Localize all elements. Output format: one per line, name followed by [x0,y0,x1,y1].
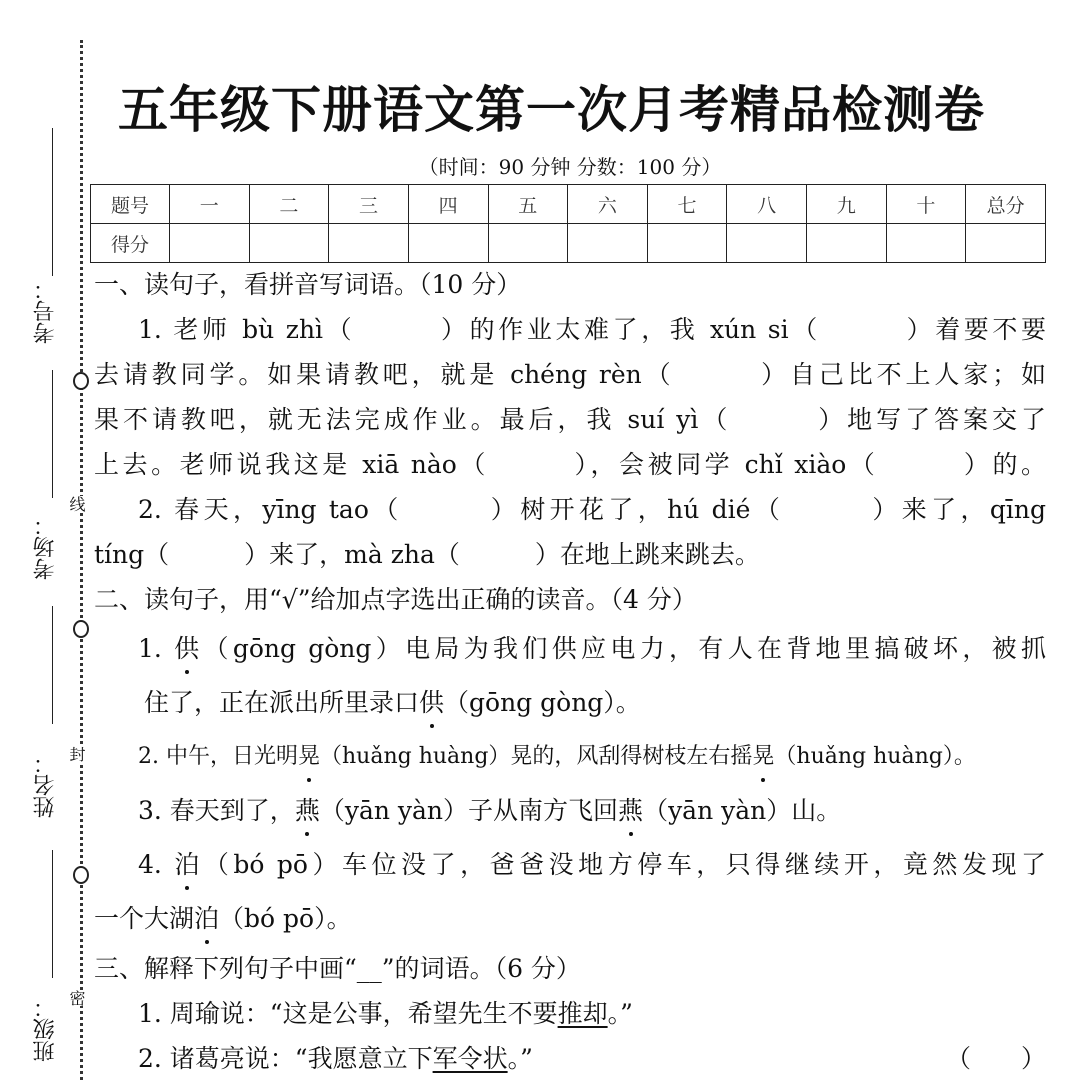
score-header-cell: 二 [249,185,329,224]
score-table-score-row [91,224,1046,263]
cut-mark-mi: 密 [67,990,86,1006]
score-input-cell[interactable] [329,224,409,263]
score-header-cell: 九 [807,185,887,224]
class-label: 班级： [33,996,58,1062]
score-input-cell[interactable] [488,224,568,263]
section-1-line: 果不请教吧，就无法完成作业。最后，我 suí yì（ ）地写了答案交了 [94,405,1046,434]
score-input-cell[interactable] [647,224,727,263]
question-text: （bó pō）。 [219,904,352,933]
dotted-character: 泊 [174,838,199,892]
underlined-word: 军令状 [432,1044,508,1073]
binding-line [52,850,53,978]
section-1-line: 2. 春天，yīng tao（ ）树开花了，hú dié（ ）来了，qīng [138,495,1046,524]
dotted-character: 供 [174,622,199,676]
score-header-cell: 五 [488,185,568,224]
binding-margin [0,0,92,1080]
score-input-cell[interactable] [727,224,807,263]
question-text: 2. 中午，日光明 [138,744,298,769]
section-2-question-1 [94,622,1046,676]
section-2-question-3 [94,784,1046,838]
question-text: 住了，正在派出所里录口 [144,688,420,717]
score-input-cell[interactable] [966,224,1046,263]
score-header-cell: 题号 [91,185,170,224]
question-text: （yān yàn）子从南方飞回 [319,796,619,825]
answer-blank[interactable]: （ ） [945,1044,1046,1073]
score-header-cell: 三 [329,185,409,224]
dotted-character: 晃 [752,730,774,784]
section-3-question-2 [94,1036,1046,1081]
question-text: （huǎng huàng）晃的，风刮得树枝左右摇 [320,744,753,769]
section-1-line: 去请教同学。如果请教吧，就是 chéng rèn（ ）自己比不上人家；如 [94,360,1046,389]
score-header-cell: 十 [886,185,966,224]
section-1-heading: 一、读句子，看拼音写词语。（10 分） [94,270,522,299]
cut-dotted-line [80,40,83,1080]
section-1-line: 上去。老师说我这是 xiā nào（ ），会被同学 chǐ xiào（ ）的。 [94,450,1046,479]
binding-line [52,606,53,724]
binding-hole-icon [73,372,89,390]
section-2-heading: 二、读句子，用“√”给加点字选出正确的读音。（4 分） [94,585,697,614]
score-header-cell: 一 [170,185,250,224]
score-table [90,184,1046,263]
question-text: 4. [138,850,175,879]
dotted-character: 供 [419,676,444,730]
score-input-cell[interactable] [886,224,966,263]
score-table-header-row [91,185,1046,224]
question-text: （bó pō）车位没了，爸爸没地方停车，只得继续开，竟然发现了 [199,850,1046,879]
exam-number-label: 考号： [33,278,58,344]
dotted-character: 晃 [298,730,320,784]
score-header-cell: 八 [727,185,807,224]
question-text: 。” [607,999,633,1028]
section-3-question-1 [94,991,1046,1036]
score-header-cell: 七 [647,185,727,224]
score-row-label: 得分 [91,224,170,263]
section-2-question-4 [94,838,1046,892]
binding-hole-icon [73,866,89,884]
binding-line [52,370,53,498]
binding-hole-icon [73,620,89,638]
section-2-question-2 [94,730,1046,784]
cut-mark-xian: 线 [67,496,86,512]
question-text: 2. 诸葛亮说：“我愿意立下 [138,1044,433,1073]
exam-info: （时间：90 分钟 分数：100 分） [418,155,722,179]
cut-mark-feng: 封 [67,746,86,762]
underlined-word: 推却 [557,999,608,1028]
dotted-character: 燕 [618,784,643,838]
section-2-question-4-cont [94,892,1046,946]
name-label: 姓名： [33,752,58,818]
question-text: （gōng gòng）电局为我们供应电力，有人在背地里搞破坏，被抓 [199,634,1046,663]
question-text: 。” [507,1044,533,1073]
score-input-cell[interactable] [249,224,329,263]
question-text: 一个大湖 [94,904,195,933]
section-3-heading: 三、解释下列句子中画“__”的词语。（6 分） [94,954,581,983]
dotted-character: 泊 [194,892,219,946]
score-header-cell: 四 [408,185,488,224]
exam-room-label: 考场： [33,514,58,580]
binding-line [52,128,53,276]
score-input-cell[interactable] [170,224,250,263]
exam-body [94,262,1046,1081]
question-text: 1. 周瑜说：“这是公事，希望先生不要 [138,999,558,1028]
section-1-line: tíng（ ）来了，mà zha（ ）在地上跳来跳去。 [94,540,760,569]
section-1-line: 1. 老师 bù zhì（ ）的作业太难了，我 xún si（ ）着要不要 [138,315,1046,344]
question-text: 3. 春天到了， [138,796,295,825]
section-2-question-1-cont [94,676,1046,730]
score-input-cell[interactable] [408,224,488,263]
score-header-cell: 六 [568,185,648,224]
score-header-cell: 总分 [966,185,1046,224]
question-text: （yān yàn）山。 [643,796,842,825]
page-title: 五年级下册语文第一次月考精品检测卷 [118,81,985,139]
score-input-cell[interactable] [807,224,887,263]
score-input-cell[interactable] [568,224,648,263]
question-text: （huǎng huàng）。 [774,744,976,769]
question-text: 1. [138,634,175,663]
dotted-character: 燕 [295,784,320,838]
question-text: （gōng gòng）。 [444,688,641,717]
